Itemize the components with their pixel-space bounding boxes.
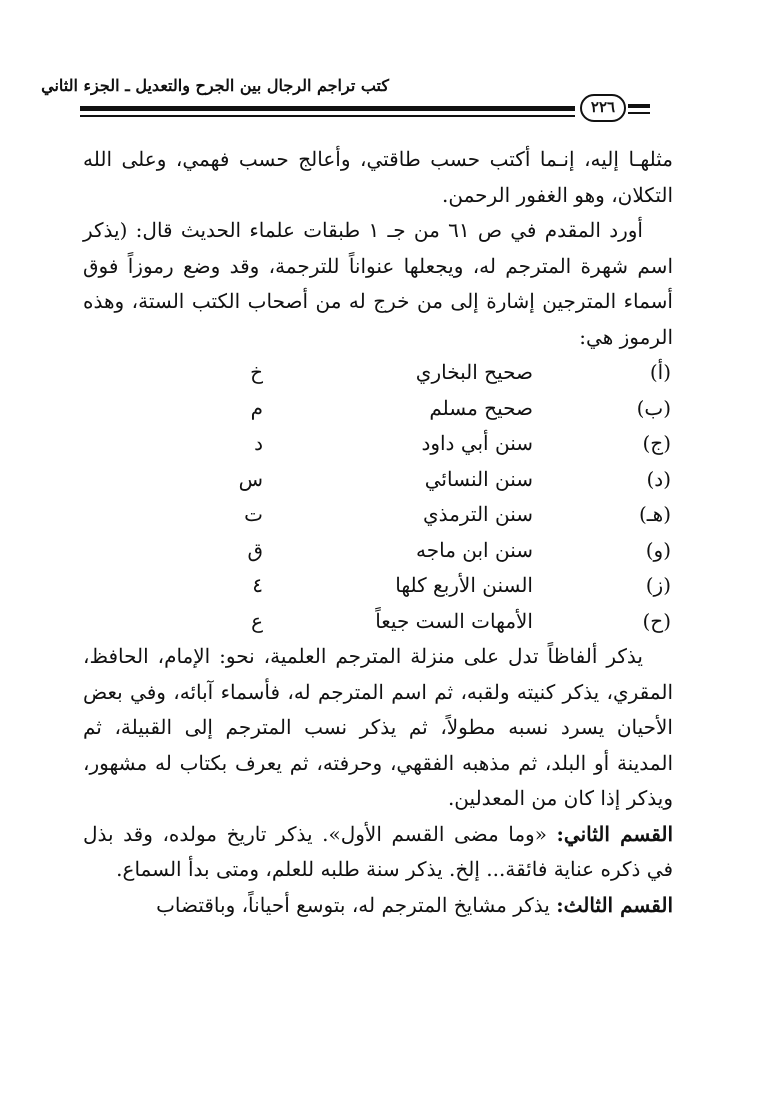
- symbol-book: صحيح مسلم: [429, 395, 533, 420]
- paragraph-muqaddim-quote: أورد المقدم في ص ٦١ من جـ ١ طبقات علماء الحديث قال: (يذكر اسم شهرة المترجم له، ويجعلها عنواناً للترجمة، وقد وضع رموزاً فوق أسماء المترجين إشارة إلى من خرج له من أصحاب الكتب الستة، وهذه الرموز هي:: [83, 218, 673, 349]
- symbol-row: [83, 426, 673, 462]
- symbol-row: [83, 462, 673, 498]
- section-three-label: القسم الثالث:: [556, 892, 673, 917]
- paragraph-section-two: [83, 817, 673, 888]
- symbol-mark: (د): [646, 466, 671, 491]
- symbol-book: سنن أبي داود: [421, 431, 533, 455]
- symbol-row: [83, 568, 673, 604]
- symbol-row: [83, 391, 673, 427]
- symbol-book: سنن النسائي: [424, 466, 533, 491]
- symbol-row: [83, 533, 673, 569]
- symbol-book: السنن الأربع كلها: [395, 573, 533, 597]
- symbol-mark: (ب): [636, 395, 671, 420]
- page-number-badge: ٢٢٦: [580, 94, 626, 122]
- page-body: [83, 142, 673, 923]
- symbol-row: [83, 497, 673, 533]
- symbol-mark: (هـ): [638, 502, 671, 526]
- symbol-code: ق: [247, 537, 263, 562]
- symbol-book: سنن الترمذي: [423, 502, 533, 526]
- symbol-code: ع: [251, 608, 263, 633]
- symbol-list: [83, 355, 673, 639]
- symbol-mark: (ز): [645, 573, 671, 597]
- symbol-code: س: [238, 466, 263, 491]
- symbol-book: سنن ابن ماجه: [416, 537, 533, 562]
- symbol-mark: (أ): [649, 360, 671, 384]
- header-ornament-dash: [628, 104, 650, 108]
- symbol-book: الأمهات الست جيعاً: [375, 608, 533, 633]
- symbol-book: صحيح البخاري: [415, 360, 533, 384]
- paragraph-section-one: يذكر ألفاظاً تدل على منزلة المترجم العلمية، نحو: الإمام، الحافظ، المقري، يذكر كنيته ولقبه، ثم اسم المترجم له، فأسماء آبائه، وفي بعض الأحيان يسرد نسبه مطولاً، ثم يذكر نسب المترجم إلى القبيلة، ثم المدينة أو البلد، ثم مذهبه الفقهي، وحرفته، ثم يعرف بكتاب له مشهور، ويذكر إذا كان من المعدلين.: [83, 644, 673, 810]
- paragraph-section-three: [83, 888, 673, 924]
- symbol-code: م: [250, 395, 263, 420]
- section-three-text: يذكر مشايخ المترجم له، بتوسع أحياناً، وباقتضاب: [156, 892, 557, 917]
- symbol-mark: (ج): [642, 431, 671, 455]
- section-two-text: «وما مضى القسم الأول». يذكر تاريخ مولده، وقد بذل في ذكره عناية فائقة... إلخ. يذكر سنة طلبه للعلم، ومتى بدأ السماع.: [83, 821, 673, 881]
- symbol-mark: (و): [645, 537, 671, 562]
- paragraph-opening: مثلهـا إليه، إنـما أكتب حسب طاقتي، وأعالج حسب فهمي، وعلى الله التكلان، وهو الغفور الرحمن.: [83, 147, 673, 207]
- header-rule-thick: [80, 106, 575, 111]
- running-header-title: كتب تراجم الرجال بين الجرح والتعديل ـ الجزء الثاني: [41, 76, 389, 95]
- symbol-code: د: [254, 431, 263, 455]
- header-rule-thin: [80, 115, 575, 117]
- symbol-code: ت: [244, 502, 263, 526]
- header-ornament-dash-thin: [628, 112, 650, 114]
- section-two-label: القسم الثاني:: [556, 821, 674, 846]
- symbol-row: [83, 355, 673, 391]
- symbol-mark: (ح): [642, 608, 671, 633]
- symbol-row: [83, 604, 673, 640]
- symbol-code: خ: [250, 360, 263, 384]
- symbol-code: ٤: [252, 573, 263, 597]
